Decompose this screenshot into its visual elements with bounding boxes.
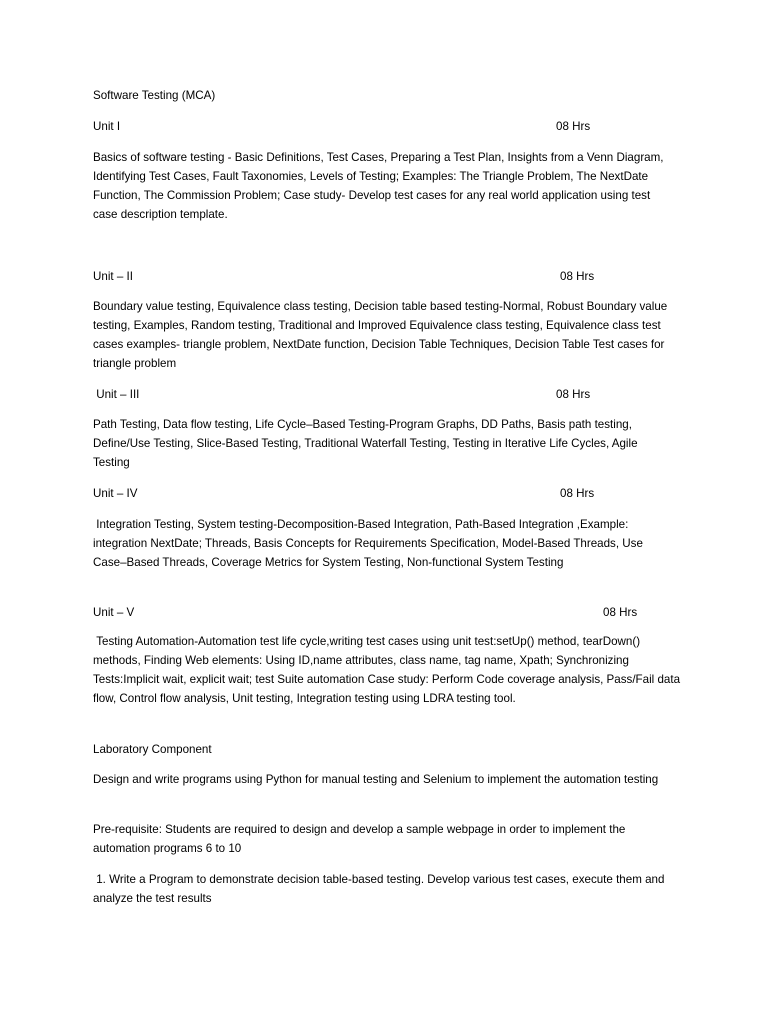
lab-prerequisite: Pre-requisite: Students are required to design and develop a sample webpage in order to implement the automation programs 6 to 10 [93,823,626,855]
unit-2-hours: 08 Hrs [560,270,595,283]
unit-4-label: Unit – IV [93,487,138,500]
unit-3-content: Path Testing, Data flow testing, Life Cycle–Based Testing-Program Graphs, DD Paths, Basis path testing, Define/Use Testing, Slice-Based Testing, Traditional Waterfall Testing, Testing in Iterative Life Cycles, Agile Testing [93,418,638,469]
unit-2-label: Unit – II [93,270,133,283]
unit-3-label: Unit – III [93,388,140,401]
unit-2-content: Boundary value testing, Equivalence class testing, Decision table based testing-Normal, Robust Boundary value testing, Examples, Random testing, Traditional and Improved Equivalence class testing, Equivalence class test cases examples- triangle problem, NextDate function, Decision Table Techniques, Decision Table Test cases for triangle problem [93,300,668,370]
unit-4-hours: 08 Hrs [560,487,595,500]
lab-heading: Laboratory Component [93,743,212,756]
lab-program-1: 1. Write a Program to demonstrate decision table-based testing. Develop various test cases, execute them and analyze the test results [93,873,668,905]
unit-1-content: Basics of software testing - Basic Definitions, Test Cases, Preparing a Test Plan, Insights from a Venn Diagram, Identifying Test Cases, Fault Taxonomies, Levels of Testing; Examples: The Triangle Problem, The NextDate Function, The Commission Problem; Case study- Develop test cases for any real world application using test case description template. [93,151,664,221]
unit-1-label: Unit I [93,120,121,133]
lab-description: Design and write programs using Python for manual testing and Selenium to implement the automation testing [93,773,659,786]
document-title: Software Testing (MCA) [93,89,216,102]
unit-5-label: Unit – V [93,606,135,619]
unit-4-content: Integration Testing, System testing-Decomposition-Based Integration, Path-Based Integration ,Example: integration NextDate; Threads, Basis Concepts for Requirements Specification, Model-Based Threads, Use Case–Based Threads, Coverage Metrics for System Testing, Non-functional System Testing [93,518,647,569]
unit-5-content: Testing Automation-Automation test life cycle,writing test cases using unit test:setUp() method, tearDown() methods, Finding Web elements: Using ID,name attributes, class name, tag name, Xpath; Synchronizing Tests:Implicit wait, explicit wait; test Suite automation Case study: Perform Code coverage analysis, Pass/Fail data flow, Control flow analysis, Unit testing, Integration testing using LDRA testing tool. [93,635,684,705]
unit-1-hours: 08 Hrs [556,120,591,133]
unit-3-hours: 08 Hrs [556,388,591,401]
unit-5-hours: 08 Hrs [603,606,638,619]
